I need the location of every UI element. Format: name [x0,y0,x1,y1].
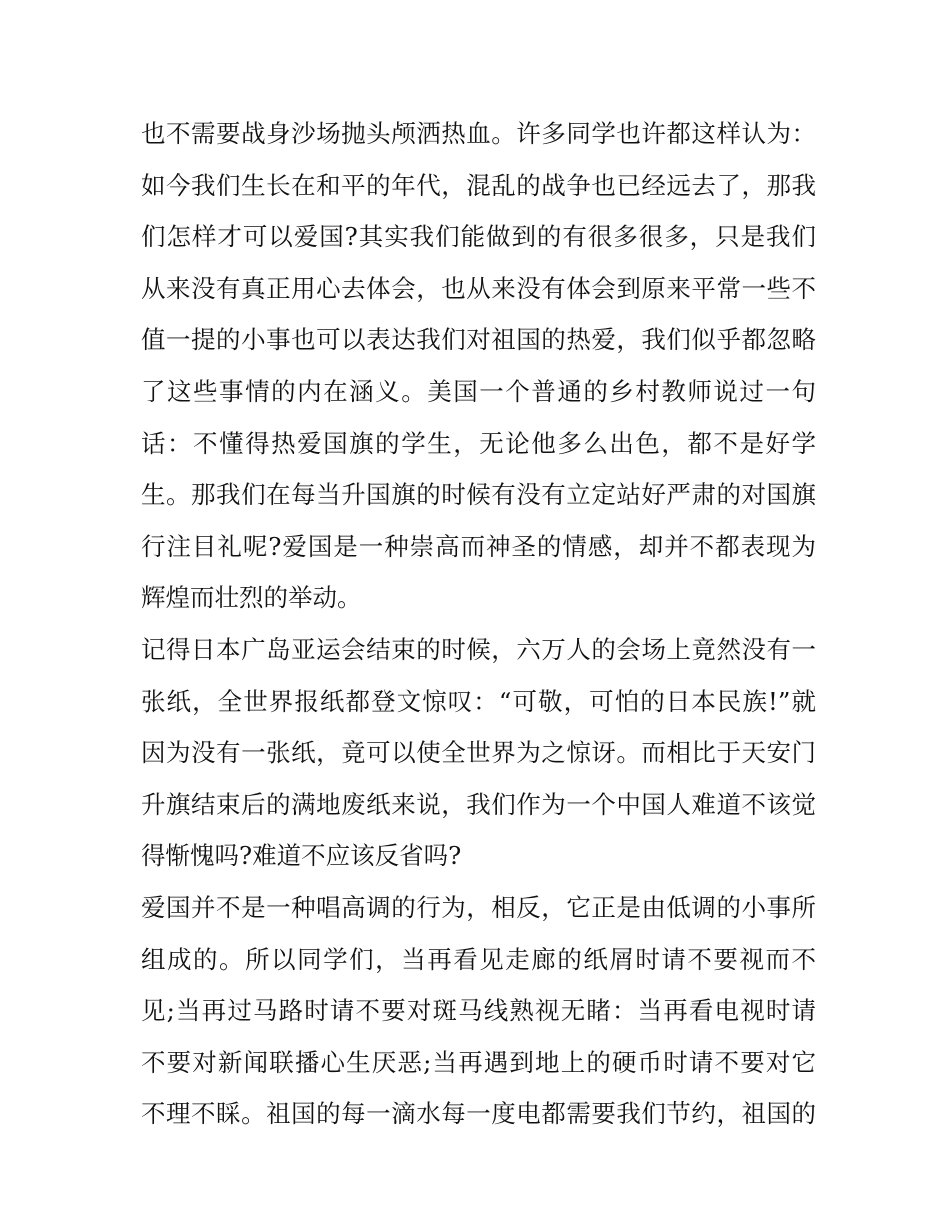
text-line: 组成的。所以同学们，当再看见走廊的纸屑时请不要视而不 [141,944,816,974]
text-line: 见;当再过马路时请不要对斑马线熟视无睹：当再看电视时请 [141,996,816,1026]
text-line: 升旗结束后的满地废纸来说，我们作为一个中国人难道不该觉 [141,789,816,819]
text-line: 了这些事情的内在涵义。美国一个普通的乡村教师说过一句 [141,376,816,406]
text-line: 不要对新闻联播心生厌恶;当再遇到地上的硬币时请不要对它 [141,1047,816,1077]
text-line: 生。那我们在每当升国旗的时候有没有立定站好严肃的对国旗 [141,480,816,510]
document-body [141,108,816,1140]
paragraph-3 [141,882,816,1140]
text-line: 不理不睬。祖国的每一滴水每一度电都需要我们节约，祖国的 [141,1099,816,1129]
text-line: 因为没有一张纸，竟可以使全世界为之惊讶。而相比于天安门 [141,738,816,768]
paragraph-2 [141,624,816,882]
text-line: 话：不懂得热爱国旗的学生，无论他多么出色，都不是好学 [141,428,816,458]
text-line: 爱国并不是一种唱高调的行为，相反，它正是由低调的小事所 [141,892,816,922]
text-line: 行注目礼呢?爱国是一种崇高而神圣的情感，却并不都表现为 [141,531,816,561]
text-line: 从来没有真正用心去体会，也从来没有体会到原来平常一些不 [141,273,816,303]
text-line: 得惭愧吗?难道不应该反省吗? [141,841,462,871]
text-line: 值一提的小事也可以表达我们对祖国的热爱，我们似乎都忽略 [141,325,816,355]
text-line: 如今我们生长在和平的年代，混乱的战争也已经远去了，那我 [141,170,816,200]
paragraph-1 [141,108,816,624]
text-line: 记得日本广岛亚运会结束的时候，六万人的会场上竟然没有一 [141,634,816,664]
text-line: 辉煌而壮烈的举动。 [141,583,362,613]
text-line: 张纸，全世界报纸都登文惊叹：“可敬，可怕的日本民族!”就 [141,686,816,716]
text-line: 们怎样才可以爱国?其实我们能做到的有很多很多，只是我们 [141,222,816,252]
text-line: 也不需要战身沙场抛头颅洒热血。许多同学也许都这样认为： [141,119,816,148]
